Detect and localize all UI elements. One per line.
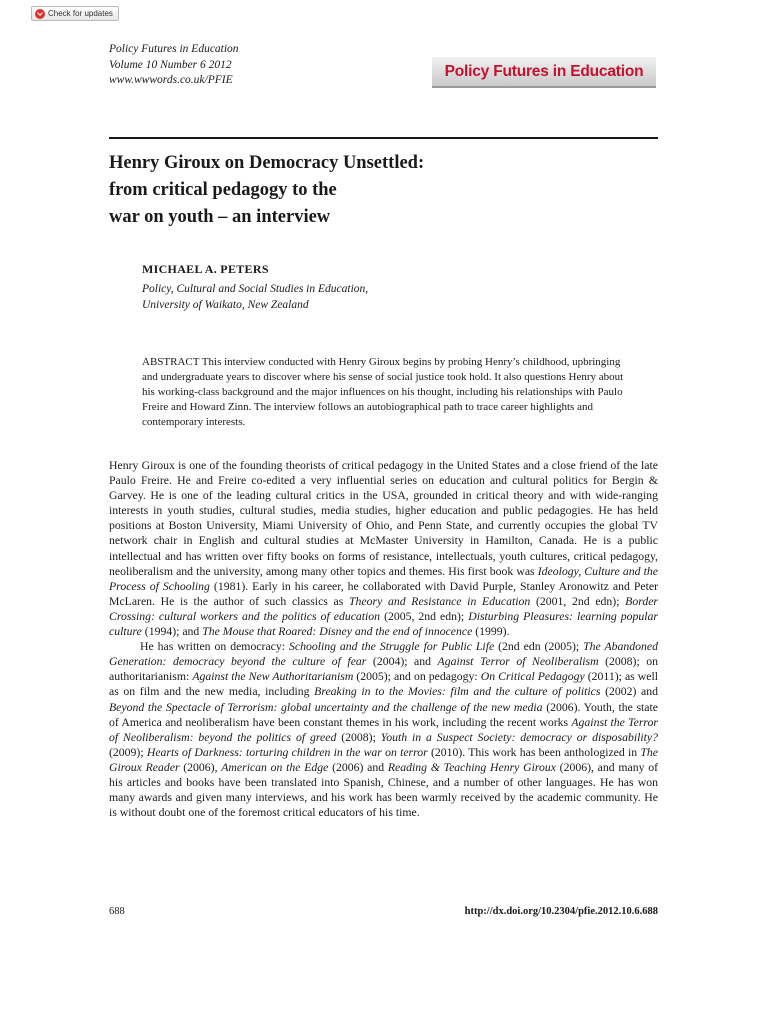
book-title: Theory and Resistance in Education [349,594,531,608]
book-title: Breaking in to the Movies: film and the culture of politics [314,685,601,699]
book-title: Disturbing Pleasures: learning popular culture [109,609,658,639]
abstract: ABSTRACT This interview conducted with Henry Giroux begins by probing Henry’s childhood, upbringing and undergraduate years to discover where his sense of social justice took hold. It also questions Henry about his working-class background and the major influences on his thought, including his relationships with Paulo Freire and Howard Zinn. The interview follows an autobiographical path to trace career highlights and contemporary interests. [142,356,624,428]
article-title [109,150,629,231]
author-name: MICHAEL A. PETERS [142,262,269,276]
book-title: Reading & Teaching Henry Giroux [387,760,556,774]
check-for-updates-button[interactable] [31,6,119,21]
text-run: Henry Giroux is one of the founding theorists of critical pedagogy in the United States and a close friend of the late Paulo Freire. He and Freire co-edited a very influential series on education and cultural politics for Bergin & Garvey. He is one of the leading cultural critics in the USA, grounded in critical theory and with wide-ranging interests in youth studies, cultural studies, media studies, higher education and public pedagogies. He has held positions at Boston University, Miami University of Ohio, and Penn State, and currently occupies the global TV network chair in English and cultural studies at McMaster University in Hamilton, Canada. He is a public intellectual and has written over fifty books on forms of resistance, intellectuals, youth cultures, critical pedagogy, neoliberalism and the university, among many other topics and themes. His first book was [109,459,658,578]
body-text [109,458,658,820]
journal-name: Policy Futures in Education [109,43,239,55]
book-title: The Mouse that Roared: Disney and the end of innocence [202,625,473,639]
text-run: (2002) and [600,685,659,699]
text-run: (1981). Early in his career, he collaborated with David Purple, Stanley Aronowitz and Peter McLaren. He is the author of such classics as [109,579,658,608]
journal-volume: Volume 10 Number 6 2012 [109,58,232,71]
text-run: (2008); on authoritarianism: [109,655,658,684]
text-run: (2005); and on pedagogy: [353,670,481,684]
journal-logo: Policy Futures in Education [432,57,656,88]
doi-link[interactable]: http://dx.doi.org/10.2304/pfie.2012.10.6.688 [464,906,658,917]
text-run: (2006) and [328,760,388,774]
affiliation-line: Policy, Cultural and Social Studies in Education, [142,283,369,295]
book-title: American on the Edge [221,760,329,774]
title-line: from critical pedagogy to the [109,180,337,200]
body-paragraph-2 [109,639,658,820]
journal-url: www.wwwords.co.uk/PFIE [109,74,233,86]
check-updates-icon [35,9,45,19]
affiliation-line: University of Waikato, New Zealand [142,299,309,311]
book-title: Schooling and the Struggle for Public Life [288,640,495,654]
text-run: (2009); [109,745,147,759]
text-run: (2nd edn (2005); [494,640,584,654]
text-run: (1994); and [141,625,203,639]
book-title: On Critical Pedagogy [480,670,585,684]
text-run: (2011); as well as on film and the new media, including [109,670,659,699]
book-title: Hearts of Darkness: torturing children in the war on terror [146,745,428,759]
book-title: Against Terror of Neoliberalism [437,655,599,669]
book-title: The Giroux Reader [109,745,659,774]
title-line: war on youth – an interview [109,207,331,227]
check-updates-label: Check for updates [48,9,113,18]
text-run: (2004); and [366,655,438,669]
page-number: 688 [109,906,125,917]
header-rule [109,137,658,139]
book-title: Against the New Authoritarianism [192,670,354,684]
book-title: Border Crossing: cultural workers and the politics of education [109,594,658,623]
journal-meta [109,42,239,89]
title-line: Henry Giroux on Democracy Unsettled: [109,153,425,173]
text-run: (2001, 2nd edn); [530,594,626,608]
text-run: (2006), [179,760,222,774]
book-title: Ideology, Culture and the Process of Schooling [109,564,658,593]
book-title: Youth in a Suspect Society: democracy or disposability? [380,730,659,744]
text-run: (2008); [336,730,381,744]
book-title: The Abandoned Generation: democracy beyond the culture of fear [109,640,658,669]
text-run: (2006). Youth, the state of America and neoliberalism have been constant themes in his work, including the recent works [109,700,659,729]
text-run: (2010). This work has been anthologized in [427,745,641,759]
book-title: Against the Terror of Neoliberalism: beyond the politics of greed [109,715,658,744]
text-run: (2006), and many of his articles and books have been translated into Spanish, Chinese, and a number of other languages. He has won many awards and given many interviews, and his work has been warmly received by the academic community. He is without doubt one of the foremost critical educators of his time. [109,760,658,820]
author-affiliation [142,281,368,313]
text-run: (2005, 2nd edn); [380,609,469,623]
book-title: Beyond the Spectacle of Terrorism: global uncertainty and the challenge of the new media [109,700,543,714]
text-run: He has written on democracy: [140,640,289,654]
body-paragraph-1 [109,458,658,639]
text-run: (1999). [472,625,510,639]
